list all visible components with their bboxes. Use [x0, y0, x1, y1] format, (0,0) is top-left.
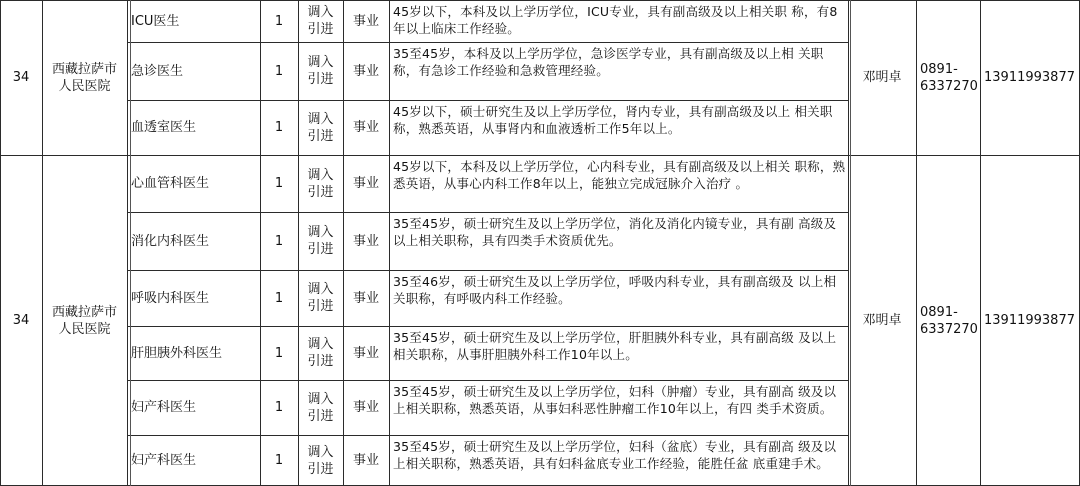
hire-method-text: 调入 引进	[307, 337, 334, 369]
staff-type-text: 事业	[352, 233, 379, 249]
headcount	[260, 42, 298, 100]
contact-person	[848, 155, 916, 486]
headcount	[260, 155, 298, 212]
position-title-text: 急诊医生	[131, 63, 184, 79]
column-divider	[127, 0, 128, 486]
hire-method	[298, 326, 343, 380]
staff-type-text: 事业	[352, 176, 379, 191]
hire-method-text: 调入 引进	[307, 391, 334, 424]
row-divider	[127, 270, 848, 271]
row-divider	[127, 326, 848, 327]
column-divider	[916, 0, 917, 486]
headcount	[260, 380, 298, 435]
staff-type-text: 事业	[352, 400, 379, 415]
staff-type	[343, 0, 389, 42]
contact-person-text: 邓明卓	[862, 313, 902, 328]
hire-method	[298, 212, 343, 270]
staff-type-text: 事业	[352, 345, 379, 361]
staff-type-text: 事业	[352, 120, 379, 135]
headcount-text: 1	[274, 453, 284, 468]
hire-method	[298, 0, 343, 42]
column-divider-inner	[850, 0, 851, 486]
hire-method-text: 调入 引进	[307, 55, 334, 87]
position-title	[127, 42, 260, 100]
row-divider	[127, 42, 848, 43]
requirements	[389, 0, 848, 42]
column-divider	[42, 0, 43, 486]
staff-type	[343, 212, 389, 270]
hire-method	[298, 270, 343, 326]
serial-number-text: 34	[12, 70, 30, 85]
requirements	[389, 270, 848, 326]
contact-person-text: 邓明卓	[862, 70, 902, 85]
hire-method-text: 调入 引进	[307, 167, 334, 200]
row-divider	[0, 155, 1080, 156]
serial-number-text: 34	[12, 313, 30, 328]
row-divider	[127, 435, 848, 436]
staff-type-text: 事业	[352, 453, 379, 468]
column-divider	[0, 0, 1, 486]
requirements-text: 35至45岁，硕士研究生及以上学历学位，消化及消化内镜专业，具有副 高级及以上相关职称，具有四类手术资质优先。	[393, 216, 837, 248]
requirements-text: 45岁以下，硕士研究生及以上学历学位，肾内专业，具有副高级及以上 相关职称，熟悉英语，从事肾内和血液透析工作5年以上。	[393, 104, 833, 136]
hire-method-text: 调入 引进	[307, 444, 334, 477]
position-title-text: 妇产科医生	[131, 453, 197, 468]
position-title-text: 消化内科医生	[131, 233, 210, 249]
requirements	[389, 212, 848, 270]
position-title	[127, 380, 260, 435]
requirements	[389, 435, 848, 486]
office-phone-text: 0891- 6337270	[920, 61, 978, 94]
column-divider-inner	[130, 0, 131, 486]
headcount-text: 1	[274, 13, 284, 29]
office-phone	[916, 0, 980, 155]
position-title-text: 血透室医生	[131, 120, 197, 135]
requirements-text: 35至45岁，硕士研究生及以上学历学位，肝胆胰外科专业，具有副高级 及以上相关职称，从事肝胆胰外科工作10年以上。	[393, 330, 837, 362]
staff-type	[343, 155, 389, 212]
column-divider	[343, 0, 344, 486]
mobile-phone	[980, 155, 1080, 486]
hospital-name-text: 西藏拉萨市 人民医院	[51, 304, 117, 337]
hire-method	[298, 155, 343, 212]
position-title	[127, 0, 260, 42]
headcount-text: 1	[274, 233, 284, 249]
position-title-text: ICU医生	[131, 13, 180, 29]
column-divider	[298, 0, 299, 486]
row-divider	[0, 0, 1080, 1]
headcount	[260, 435, 298, 486]
row-divider	[127, 212, 848, 213]
requirements	[389, 100, 848, 155]
staff-type-text: 事业	[352, 290, 379, 306]
requirements-text: 35至45岁，硕士研究生及以上学历学位，妇科（盆底）专业，具有副高 级及以上相关职称，熟悉英语，具有妇科盆底专业工作经验，能胜任盆 底重建手术。	[393, 439, 837, 471]
serial-number	[0, 0, 42, 155]
mobile-phone-text: 13911993877	[984, 70, 1075, 85]
hire-method	[298, 435, 343, 486]
hospital-name	[42, 0, 127, 155]
staff-type	[343, 100, 389, 155]
headcount-text: 1	[274, 290, 284, 306]
staff-type	[343, 326, 389, 380]
hire-method-text: 调入 引进	[307, 5, 334, 37]
requirements	[389, 42, 848, 100]
position-title-text: 肝胆胰外科医生	[131, 345, 223, 361]
serial-number	[0, 155, 42, 486]
row-divider	[127, 100, 848, 101]
staff-type	[343, 435, 389, 486]
hire-method-text: 调入 引进	[307, 225, 334, 257]
position-title-text: 呼吸内科医生	[131, 290, 210, 306]
headcount-text: 1	[274, 400, 284, 415]
column-divider	[389, 0, 390, 486]
headcount	[260, 0, 298, 42]
hire-method	[298, 380, 343, 435]
contact-person	[848, 0, 916, 155]
column-divider	[260, 0, 261, 486]
headcount	[260, 212, 298, 270]
staff-type	[343, 42, 389, 100]
column-divider	[980, 0, 981, 486]
hospital-name	[42, 155, 127, 486]
requirements-text: 35至45岁，硕士研究生及以上学历学位，妇科（肿瘤）专业，具有副高 级及以上相关职称，熟悉英语，从事妇科恶性肿瘤工作10年以上，有四 类手术资质。	[393, 384, 837, 416]
headcount-text: 1	[274, 63, 284, 79]
headcount	[260, 326, 298, 380]
position-title	[127, 326, 260, 380]
office-phone	[916, 155, 980, 486]
position-title	[127, 100, 260, 155]
requirements-text: 45岁以下，本科及以上学历学位，心内科专业，具有副高级及以上相关 职称，熟悉英语，从事心内科工作8年以上，能独立完成冠脉介入治疗 。	[393, 159, 846, 191]
headcount-text: 1	[274, 176, 284, 191]
staff-type	[343, 270, 389, 326]
hire-method	[298, 100, 343, 155]
requirements-text: 35至46岁，硕士研究生及以上学历学位，呼吸内科专业，具有副高级及 以上相关职称，有呼吸内科工作经验。	[393, 274, 837, 306]
hire-method-text: 调入 引进	[307, 111, 334, 144]
position-title-text: 妇产科医生	[131, 400, 197, 415]
requirements	[389, 155, 848, 212]
column-divider	[848, 0, 849, 486]
headcount-text: 1	[274, 120, 284, 135]
hire-method-text: 调入 引进	[307, 282, 334, 314]
headcount	[260, 100, 298, 155]
position-title	[127, 212, 260, 270]
requirements	[389, 326, 848, 380]
headcount	[260, 270, 298, 326]
requirements-text: 45岁以下，本科及以上学历学位，ICU专业，具有副高级及以上相关职 称，有8年以上临床工作经验。	[393, 4, 838, 36]
headcount-text: 1	[274, 345, 284, 361]
office-phone-text: 0891- 6337270	[920, 304, 978, 337]
staff-type-text: 事业	[352, 63, 379, 79]
position-title	[127, 435, 260, 486]
position-title	[127, 155, 260, 212]
mobile-phone-text: 13911993877	[984, 313, 1075, 328]
requirements	[389, 380, 848, 435]
mobile-phone	[980, 0, 1080, 155]
position-title-text: 心血管科医生	[131, 176, 210, 191]
hire-method	[298, 42, 343, 100]
requirements-text: 35至45岁，本科及以上学历学位，急诊医学专业，具有副高级及以上相 关职称，有急诊工作经验和急救管理经验。	[393, 46, 824, 78]
staff-type-text: 事业	[352, 13, 379, 29]
row-divider	[127, 380, 848, 381]
staff-type	[343, 380, 389, 435]
position-title	[127, 270, 260, 326]
hospital-name-text: 西藏拉萨市 人民医院	[51, 61, 117, 94]
